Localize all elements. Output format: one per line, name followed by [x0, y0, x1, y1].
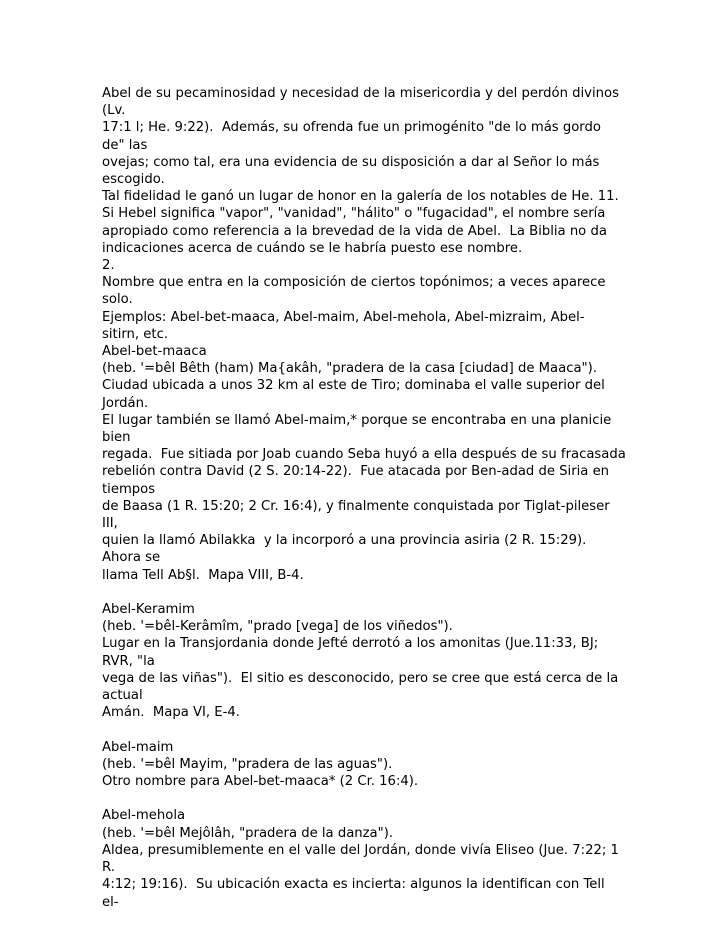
text-line: El lugar también se llamó Abel-maim,* porque se encontraba en una planicie: [102, 412, 612, 428]
text-line: Ejemplos: Abel-bet-maaca, Abel-maim, Abel-mehola, Abel-mizraim, Abel-: [102, 309, 585, 325]
text-block: [102, 601, 702, 721]
text-line: apropiado como referencia a la brevedad de la vida de Abel. La Biblia no da: [102, 223, 607, 239]
text-line: Abel-maim: [102, 739, 174, 755]
text-line: Otro nombre para Abel-bet-maaca* (2 Cr. 16:4).: [102, 774, 419, 790]
text-line: Tal fidelidad le ganó un lugar de honor en la galería de los notables de He. 11.: [102, 189, 619, 205]
text-line: Ciudad ubicada a unos 32 km al este de Tiro; dominaba el valle superior del: [102, 378, 605, 394]
text-line: R.: [102, 860, 115, 876]
text-line: de Baasa (1 R. 15:20; 2 Cr. 16:4), y finalmente conquistada por Tiglat-pileser: [102, 498, 610, 514]
text-line: sitirn, etc.: [102, 326, 169, 342]
text-line: Abel-bet-maaca: [102, 344, 207, 360]
text-line: actual: [102, 688, 143, 704]
text-line: quien la llamó Abilakka y la incorporó a una provincia asiria (2 R. 15:29).: [102, 533, 587, 549]
text-line: de" las: [102, 137, 148, 153]
text-line: Amán. Mapa VI, E-4.: [102, 705, 240, 721]
text-line: regada. Fue sitiada por Joab cuando Seba huyó a ella después de su fracasada: [102, 447, 626, 463]
text-line: (heb. '=bêl Mayim, "pradera de las aguas").: [102, 756, 393, 772]
text-block: [102, 85, 702, 584]
text-line: 4:12; 19:16). Su ubicación exacta es incierta: algunos la identifican con Tell: [102, 877, 605, 893]
text-line: ovejas; como tal, era una evidencia de su disposición a dar al Señor lo más: [102, 154, 600, 170]
text-line: solo.: [102, 292, 133, 308]
text-line: llama Tell Ab§l. Mapa VIII, B-4.: [102, 567, 304, 583]
paragraph-gap: [102, 790, 702, 807]
text-line: Aldea, presumiblemente en el valle del Jordán, donde vivía Eliseo (Jue. 7:22; 1: [102, 842, 619, 858]
text-line: bien: [102, 430, 131, 446]
text-line: vega de las viñas"). El sitio es desconocido, pero se cree que está cerca de la: [102, 670, 619, 686]
text-line: escogido.: [102, 172, 165, 188]
text-line: (Lv.: [102, 103, 126, 119]
text-line: tiempos: [102, 481, 156, 497]
text-block: [102, 739, 702, 791]
paragraph-gap: [102, 584, 702, 601]
text-line: Abel-Keramim: [102, 602, 195, 618]
text-line: Ahora se: [102, 550, 161, 566]
text-line: III,: [102, 516, 118, 532]
text-line: Nombre que entra en la composición de ciertos topónimos; a veces aparece: [102, 275, 606, 291]
text-block: [102, 807, 702, 910]
text-line: RVR, "la: [102, 653, 155, 669]
text-line: rebelión contra David (2 S. 20:14-22). Fue atacada por Ben-adad de Siria en: [102, 464, 610, 480]
text-line: Abel de su pecaminosidad y necesidad de la misericordia y del perdón divinos: [102, 86, 619, 101]
text-line: (heb. '=bêl Mejôlâh, "pradera de la danza").: [102, 825, 394, 841]
text-line: (heb. '=bêl-Kerâmîm, "prado [vega] de los viñedos").: [102, 619, 453, 635]
text-line: Lugar en la Transjordania donde Jefté derrotó a los amonitas (Jue.11:33, BJ;: [102, 636, 599, 652]
text-line: 17:1 l; He. 9:22). Además, su ofrenda fue un primogénito "de lo más gordo: [102, 120, 601, 136]
text-line: el-: [102, 894, 119, 910]
text-line: Si Hebel significa "vapor", "vanidad", "hálito" o "fugacidad", el nombre sería: [102, 206, 606, 222]
paragraph-gap: [102, 722, 702, 739]
text-line: (heb. '=bêl Bêth (ham) Ma{akâh, "pradera de la casa [ciudad] de Maaca").: [102, 361, 597, 377]
text-line: 2.: [102, 258, 115, 274]
document-page: [102, 85, 702, 911]
text-line: Abel-mehola: [102, 808, 186, 824]
text-line: indicaciones acerca de cuándo se le habría puesto ese nombre.: [102, 240, 523, 256]
text-line: Jordán.: [102, 395, 149, 411]
